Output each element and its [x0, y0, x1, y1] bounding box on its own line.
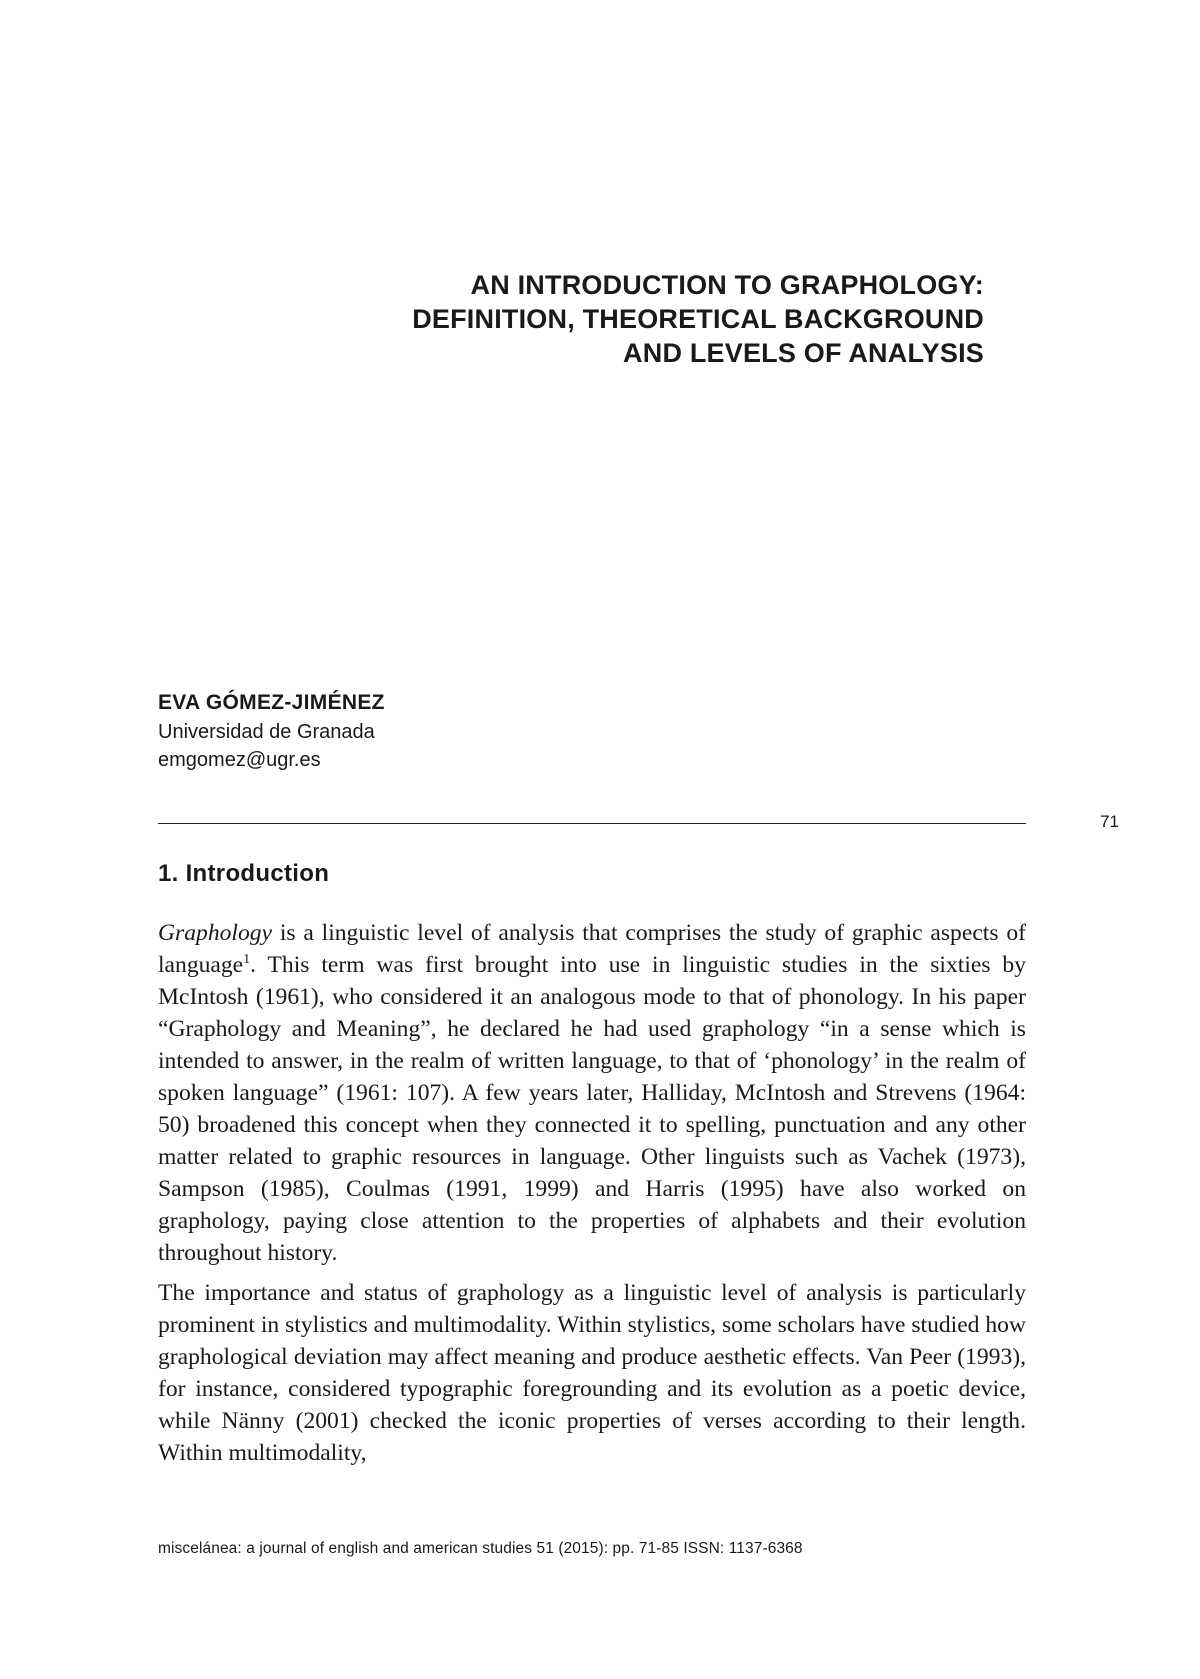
journal-footer: miscelánea: a journal of english and american studies 51 (2015): pp. 71-85 ISSN: 1137-6368 [158, 1540, 803, 1557]
title-line-1: AN INTRODUCTION TO GRAPHOLOGY: [470, 270, 984, 300]
term-graphology: Graphology [158, 920, 273, 946]
horizontal-rule [158, 823, 1026, 824]
author-name: EVA GÓMEZ-JIMÉNEZ [158, 691, 385, 714]
author-email: emgomez@ugr.es [158, 749, 321, 771]
author-affiliation: Universidad de Granada [158, 721, 375, 743]
author-block [158, 688, 385, 774]
title-line-3: AND LEVELS OF ANALYSIS [623, 338, 984, 368]
paragraph-1 [158, 917, 1026, 1269]
paragraph-1-part-1: is a linguistic level of analysis that comprises the study of graphic aspects of language [158, 920, 1026, 978]
section-heading: 1. Introduction [158, 860, 330, 887]
paragraph-1-part-2: . This term was first brought into use in linguistic studies in the sixties by McIntosh (1961), who considered it an analogous mode to that of phonology. In his paper “Graphology and Meaning”, he declared he had used graphology “in a sense which is intended to answer, in the realm of written language, to that of ‘phonology’ in the realm of spoken language” (1961: 107). A few years later, Halliday, McIntosh and Strevens (1964: 50) broadened this concept when they connected it to spelling, punctuation and any other matter related to graphic resources in language. Other linguists such as Vachek (1973), Sampson (1985), Coulmas (1991, 1999) and Harris (1995) have also worked on graphology, paying close attention to the properties of alphabets and their evolution throughout history. [158, 952, 1026, 1266]
footnote-ref[interactable]: 1 [243, 952, 251, 968]
body-text [158, 917, 1026, 1477]
page-number: 71 [1100, 812, 1119, 831]
title-line-2: DEFINITION, THEORETICAL BACKGROUND [412, 304, 984, 334]
article-title [224, 268, 984, 370]
paragraph-2: The importance and status of graphology as a linguistic level of analysis is particularly prominent in stylistics and multimodality. Within stylistics, some scholars have studied how graphological deviation may affect meaning and produce aesthetic effects. Van Peer (1993), for instance, considered typographic foregrounding and its evolution as a poetic device, while Nänny (2001) checked the iconic properties of verses according to their length. Within multimodality, [158, 1280, 1027, 1466]
